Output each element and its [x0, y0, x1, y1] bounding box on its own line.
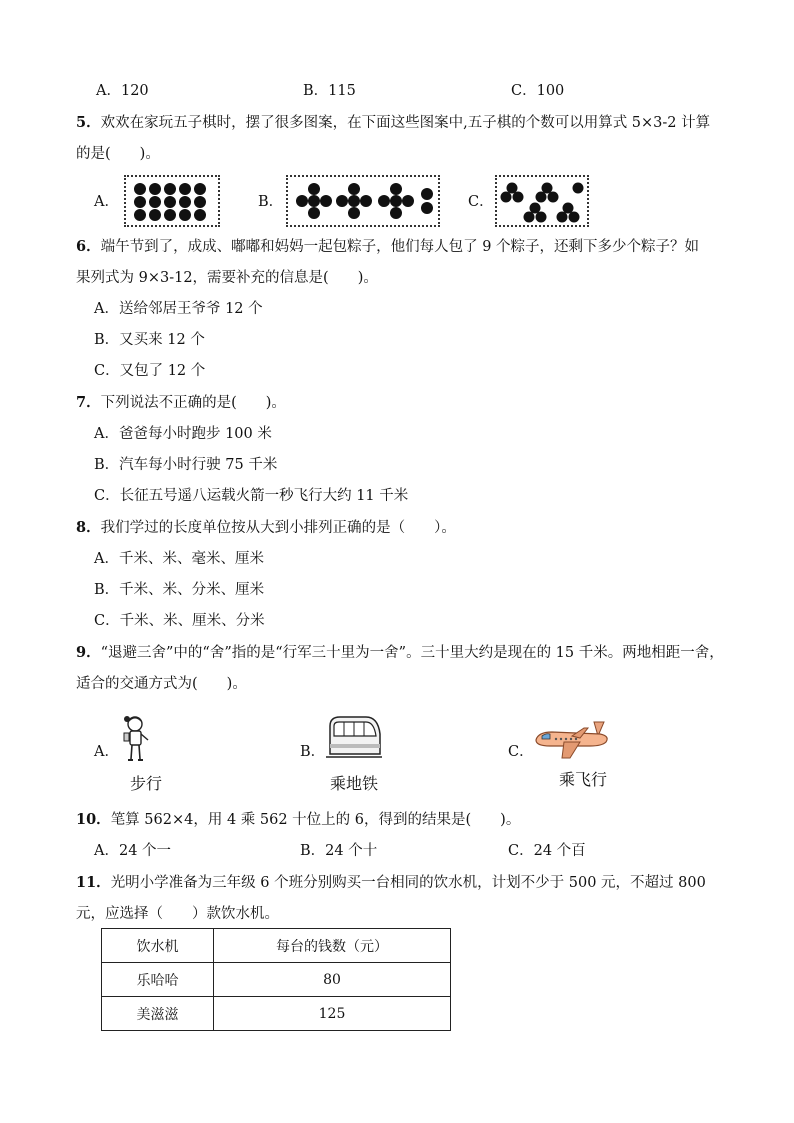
q10-option-c: C．24 个百	[508, 843, 586, 859]
subway-train-icon	[326, 714, 382, 758]
q9-number: 9．	[76, 644, 101, 661]
q10-option-a: A．24 个一	[94, 843, 172, 859]
table-cell: 125	[214, 997, 451, 1031]
q9-line1	[76, 643, 724, 663]
walking-girl-icon	[118, 714, 158, 764]
q5-line2: 的是( )。	[76, 146, 160, 162]
q5-pattern-b	[286, 175, 440, 227]
q5-number: 5．	[76, 114, 101, 131]
q10-text: 笔算 562×4，用 4 乘 562 十位上的 6，得到的结果是( )。	[110, 812, 521, 828]
q6-option-c: C．又包了 12 个	[94, 363, 206, 379]
q8-text: 我们学过的长度单位按从大到小排列正确的是（ ）。	[100, 520, 456, 536]
q8-option-a: A．千米、米、毫米、厘米	[94, 551, 264, 567]
q7-text: 下列说法不正确的是( )。	[100, 395, 286, 411]
q11-text: 光明小学准备为三年级 6 个班分别购买一台相同的饮水机，计划不少于 500 元，不超过 800	[110, 875, 706, 891]
q10-option-b: B．24 个十	[300, 843, 378, 859]
q4-option-a: A．120	[96, 83, 149, 99]
q7-number: 7．	[76, 394, 101, 411]
q9-option-b-label: B．	[300, 744, 326, 760]
q5-option-b-label: B．	[258, 194, 284, 210]
q4-option-b: B．115	[303, 83, 356, 99]
q11-line2: 元，应选择（ ）款饮水机。	[76, 906, 279, 922]
q8-number: 8．	[76, 519, 101, 536]
q8-option-b: B．千米、米、分米、厘米	[94, 582, 265, 598]
q10-line1	[76, 810, 520, 830]
table-cell: 80	[214, 963, 451, 997]
q11-line1	[76, 873, 706, 893]
table-cell: 乐哈哈	[102, 963, 214, 997]
table-header-cell: 每台的钱数（元）	[214, 929, 451, 963]
q5-option-c-label: C．	[468, 194, 494, 210]
q9-text: “退避三舍”中的“舍”指的是“行军三十里为一舍”。三十里大约是现在的 15 千米。两地相距一舍，	[100, 645, 724, 661]
q8-line1	[76, 518, 456, 538]
q5-pattern-c	[495, 175, 589, 227]
q7-option-a: A．爸爸每小时跑步 100 米	[94, 426, 272, 442]
table-header-row	[102, 929, 451, 963]
table-row	[102, 997, 451, 1031]
q6-text: 端午节到了，成成、嘟嘟和妈妈一起包粽子，他们每人包了 9 个粽子，还剩下多少个粽子？如	[100, 239, 700, 255]
q6-number: 6．	[76, 238, 101, 255]
q8-option-c: C．千米、米、厘米、分米	[94, 613, 265, 629]
q6-option-a: A．送给邻居王爷爷 12 个	[94, 301, 263, 317]
q4-option-c: C．100	[511, 83, 565, 99]
q7-line1	[76, 393, 286, 413]
q5-text: 欢欢在家玩五子棋时，摆了很多图案，在下面这些图案中,五子棋的个数可以用算式 5×3-2 计算	[100, 115, 711, 131]
q9-caption-c: 乘飞行	[559, 770, 608, 789]
q9-line2: 适合的交通方式为( )。	[76, 676, 247, 692]
q7-option-b: B．汽车每小时行驶 75 千米	[94, 457, 278, 473]
q7-option-c: C．长征五号遥八运载火箭一秒飞行大约 11 千米	[94, 488, 409, 504]
q9-caption-b: 乘地铁	[330, 774, 379, 793]
q5-line1	[76, 113, 710, 133]
q10-number: 10．	[76, 811, 111, 828]
q9-caption-a: 步行	[130, 774, 163, 793]
q9-option-c-label: C．	[508, 744, 534, 760]
q6-line2: 果列式为 9×3-12，需要补充的信息是( )。	[76, 270, 378, 286]
table-header-cell: 饮水机	[102, 929, 214, 963]
q11-number: 11．	[76, 874, 111, 891]
table-cell: 美滋滋	[102, 997, 214, 1031]
q5-option-a-label: A．	[94, 194, 119, 210]
q6-option-b: B．又买来 12 个	[94, 332, 205, 348]
table-row	[102, 963, 451, 997]
water-dispenser-price-table	[101, 928, 451, 1031]
q6-line1	[76, 237, 699, 257]
q9-option-a-label: A．	[94, 744, 119, 760]
airplane-icon	[532, 718, 612, 760]
q5-pattern-a	[124, 175, 220, 227]
